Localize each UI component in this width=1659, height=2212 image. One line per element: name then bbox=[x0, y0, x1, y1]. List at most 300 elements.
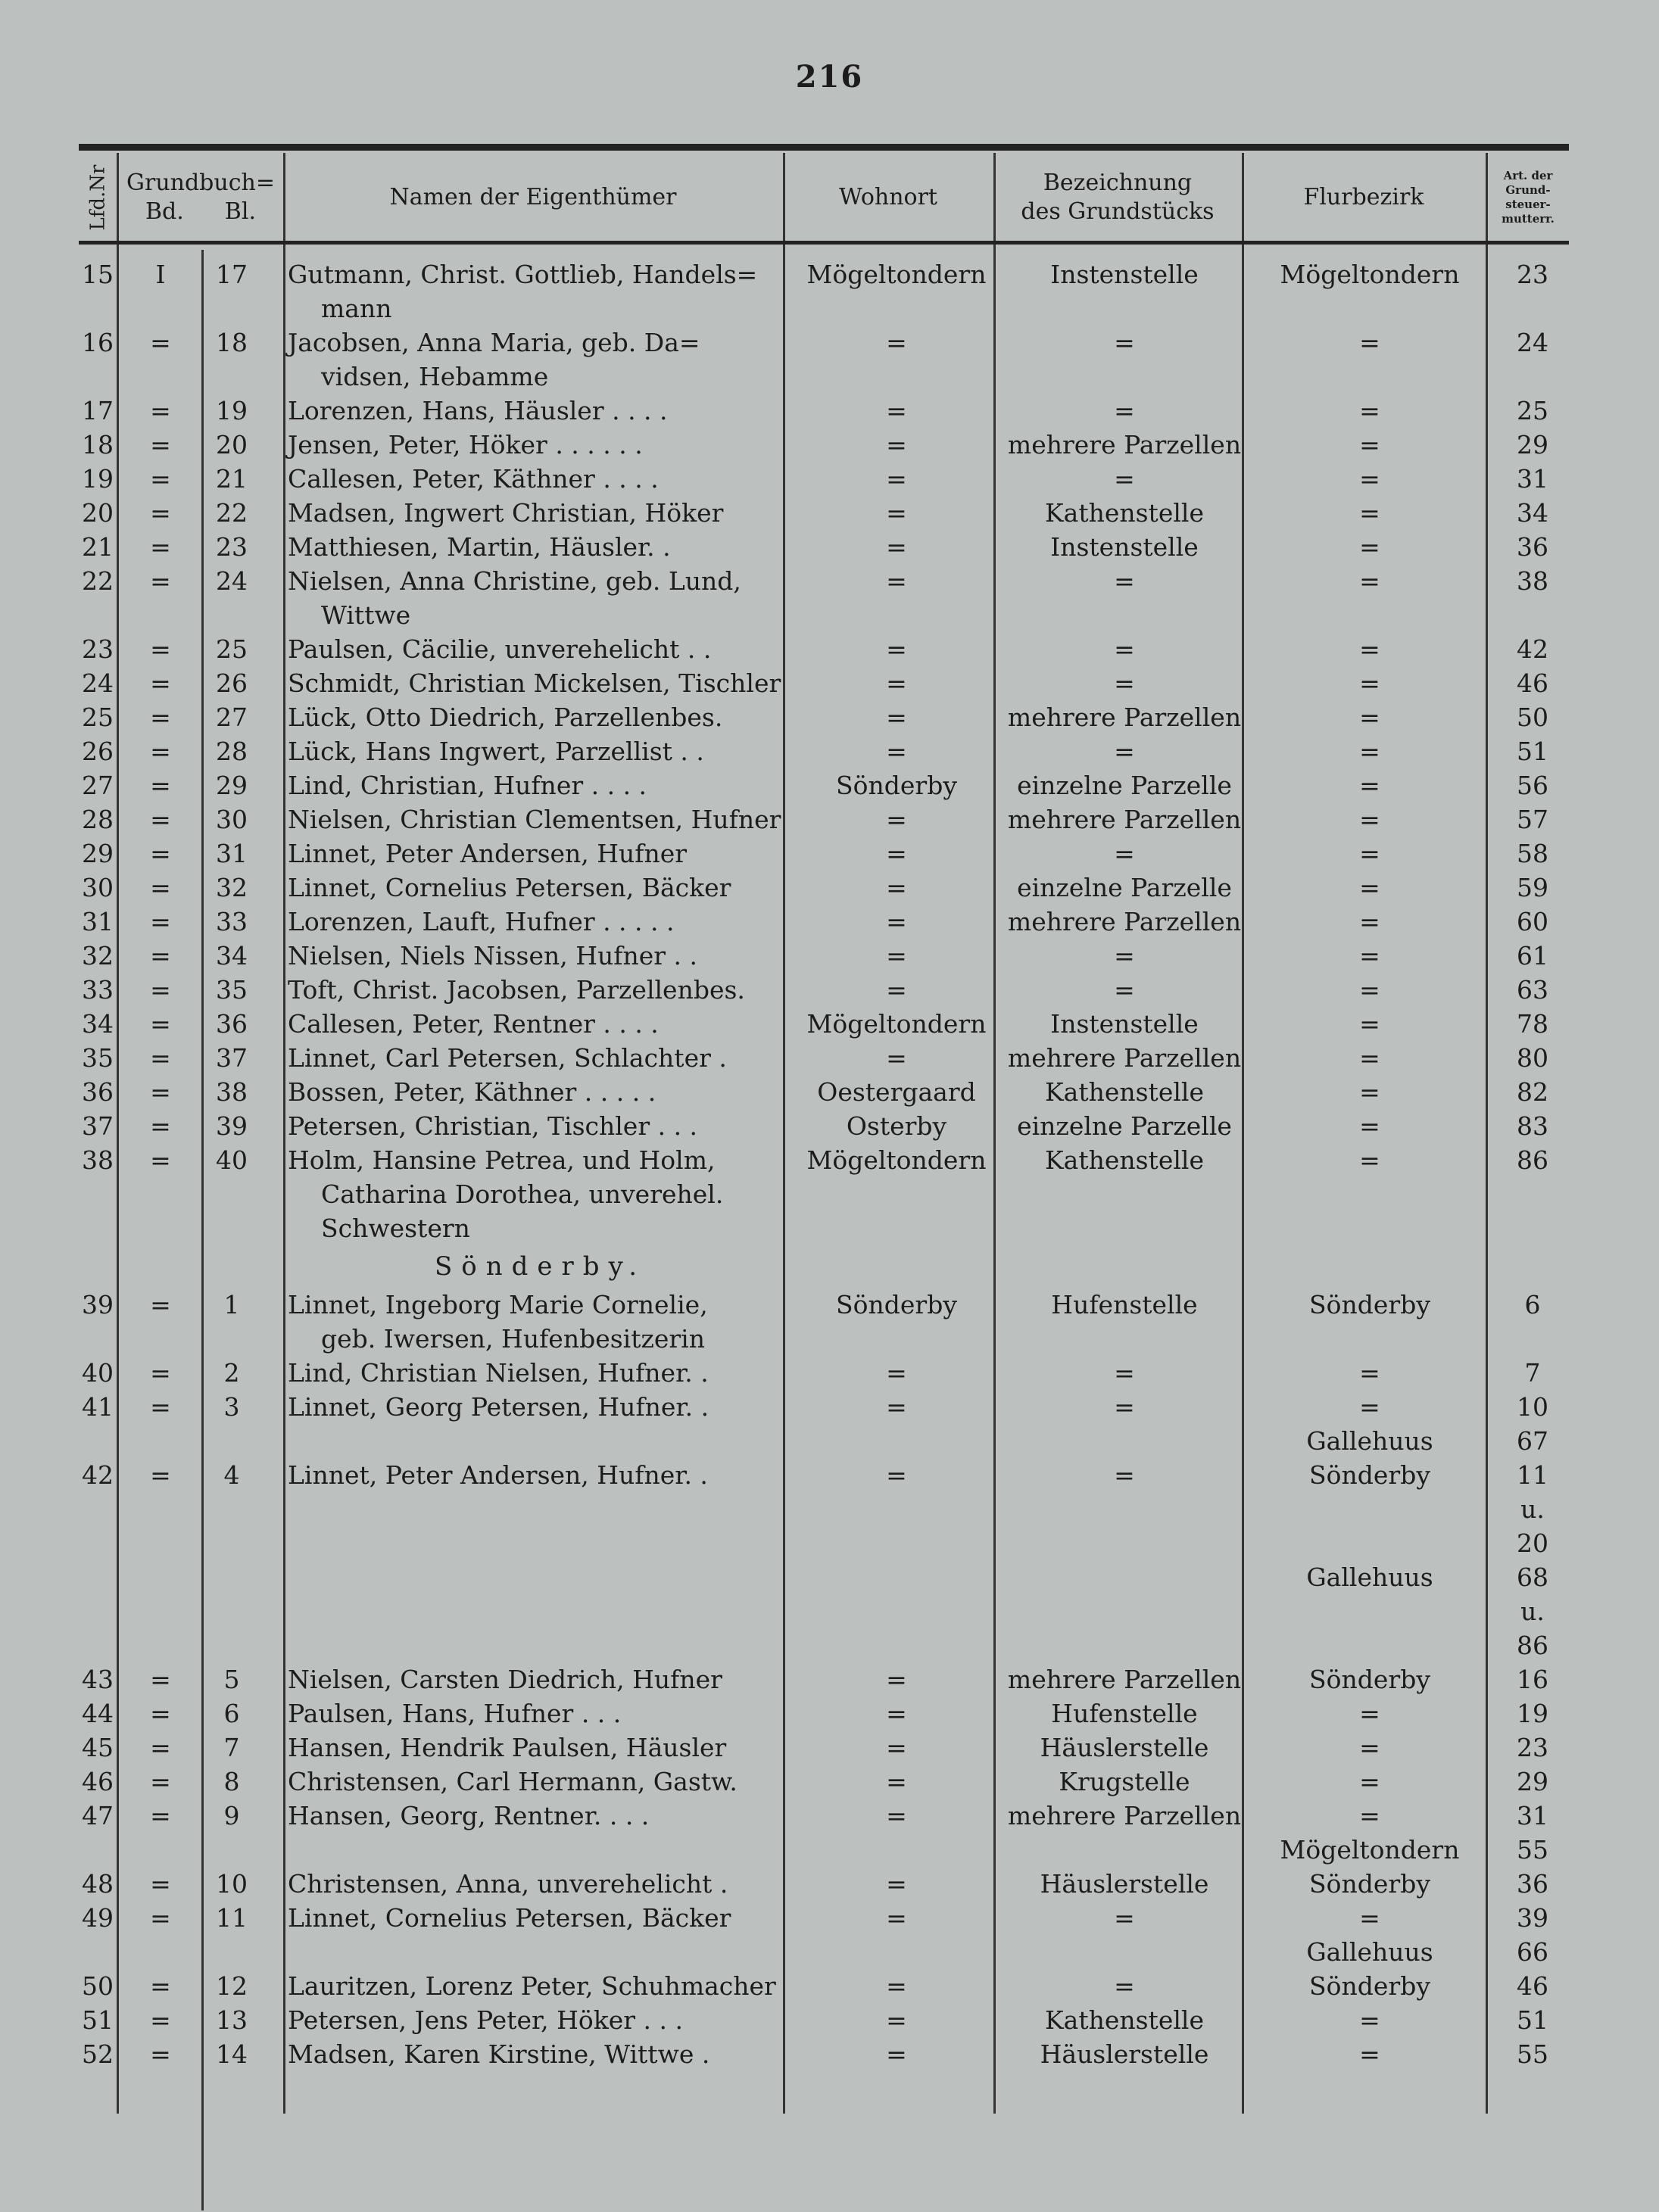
wohnort-value: = bbox=[886, 975, 907, 1005]
flurbezirk-value bbox=[1245, 1662, 1495, 1696]
flurbezirk-line: = bbox=[1359, 1077, 1380, 1107]
entry-number: 34 bbox=[82, 1009, 114, 1039]
header-bezeichnung bbox=[995, 156, 1240, 239]
band-value: = bbox=[150, 1290, 171, 1319]
flurbezirk-value bbox=[1245, 1867, 1495, 1901]
entry-number: 33 bbox=[82, 975, 114, 1005]
bezeichnung-value: = bbox=[1114, 1903, 1135, 1933]
flurbezirk-line: = bbox=[1359, 737, 1380, 766]
flurbezirk-value bbox=[1245, 564, 1495, 598]
table-row bbox=[79, 2003, 1569, 2037]
bezeichnung-value: = bbox=[1114, 1971, 1135, 2001]
owner-name bbox=[288, 734, 863, 768]
artikel-line: 59 bbox=[1517, 873, 1548, 902]
bezeichnung-value: Häuslerstelle bbox=[1040, 1869, 1209, 1899]
artikel-line: 20 bbox=[1517, 1528, 1548, 1558]
artikel-line: 55 bbox=[1517, 1835, 1548, 1865]
rows-soenderby bbox=[79, 1288, 1569, 2071]
artikel-value bbox=[1502, 1075, 1563, 1109]
flurbezirk-value bbox=[1245, 1041, 1495, 1075]
band-value: = bbox=[150, 1460, 171, 1490]
band-value: = bbox=[150, 668, 171, 698]
band-value: = bbox=[150, 703, 171, 732]
artikel-value bbox=[1502, 1458, 1563, 1662]
flurbezirk-line: = bbox=[1359, 1358, 1380, 1388]
header-grundbuch-label: Grundbuch= bbox=[126, 170, 275, 196]
bezeichnung-value: = bbox=[1114, 1358, 1135, 1388]
table-row bbox=[79, 939, 1569, 973]
header-namen: Namen der Eigenthümer bbox=[389, 184, 677, 210]
blatt-value: 24 bbox=[216, 566, 248, 596]
flurbezirk-line: Gallehuus bbox=[1306, 1426, 1433, 1456]
flurbezirk-line: = bbox=[1359, 668, 1380, 698]
blatt-value: 22 bbox=[216, 498, 248, 528]
entry-number: 48 bbox=[82, 1869, 114, 1899]
flurbezirk-line: = bbox=[1359, 498, 1380, 528]
flurbezirk-value bbox=[1245, 939, 1495, 973]
artikel-value bbox=[1502, 973, 1563, 1007]
flurbezirk-value bbox=[1245, 1969, 1495, 2003]
band-value: = bbox=[150, 566, 171, 596]
table-row bbox=[79, 734, 1569, 768]
band-value: = bbox=[150, 1043, 171, 1073]
entry-number: 20 bbox=[82, 498, 114, 528]
artikel-line: 66 bbox=[1517, 1937, 1548, 1967]
artikel-line: 80 bbox=[1517, 1043, 1548, 1073]
owner-name-line: Hansen, Hendrik Paulsen, Häusler bbox=[288, 1733, 727, 1762]
header-wohnort: Wohnort bbox=[839, 184, 937, 210]
flurbezirk-value bbox=[1245, 2003, 1495, 2037]
flurbezirk-line: = bbox=[1359, 2005, 1380, 2035]
entry-number: 50 bbox=[82, 1971, 114, 2001]
flurbezirk-line: = bbox=[1359, 1392, 1380, 1422]
artikel-value bbox=[1502, 1901, 1563, 1969]
owner-name bbox=[288, 1390, 863, 1424]
artikel-line: 16 bbox=[1517, 1665, 1548, 1694]
bezeichnung-value: Kathenstelle bbox=[1045, 2005, 1204, 2035]
blatt-value: 20 bbox=[216, 430, 248, 460]
flurbezirk-line: = bbox=[1359, 1009, 1380, 1039]
blatt-value: 5 bbox=[223, 1665, 240, 1694]
artikel-value bbox=[1502, 1696, 1563, 1731]
owner-name-line: Schwestern bbox=[321, 1213, 470, 1243]
blatt-value: 33 bbox=[216, 907, 248, 936]
owner-name bbox=[288, 700, 863, 734]
entry-number: 21 bbox=[82, 532, 114, 562]
flurbezirk-line: Mögeltondern bbox=[1280, 1835, 1460, 1865]
entry-number: 16 bbox=[82, 328, 114, 357]
owner-name bbox=[288, 394, 863, 428]
flurbezirk-line: Gallehuus bbox=[1306, 1937, 1433, 1967]
owner-name bbox=[288, 2037, 863, 2071]
band-value: = bbox=[150, 1009, 171, 1039]
band-value: = bbox=[150, 1358, 171, 1388]
bezeichnung-value: Kathenstelle bbox=[1045, 1077, 1204, 1107]
flurbezirk-value bbox=[1245, 1075, 1495, 1109]
owner-name-line: Lorenzen, Hans, Häusler . . . . bbox=[288, 396, 668, 425]
table-row bbox=[79, 802, 1569, 837]
wohnort-value: = bbox=[886, 1801, 907, 1830]
wohnort-value: = bbox=[886, 1699, 907, 1728]
header-art-2: Grund- bbox=[1505, 183, 1551, 197]
owner-name-line: Catharina Dorothea, unverehel. bbox=[321, 1179, 724, 1209]
blatt-value: 18 bbox=[216, 328, 248, 357]
bezeichnung-value: = bbox=[1114, 1460, 1135, 1490]
owner-name-line: Gutmann, Christ. Gottlieb, Handels= bbox=[288, 260, 758, 289]
owner-name bbox=[288, 632, 863, 666]
flurbezirk-value bbox=[1245, 496, 1495, 530]
flurbezirk-line: = bbox=[1359, 907, 1380, 936]
blatt-value: 35 bbox=[216, 975, 248, 1005]
flurbezirk-value bbox=[1245, 1731, 1495, 1765]
flurbezirk-line: = bbox=[1359, 2039, 1380, 2069]
owner-name-line: Lind, Christian, Hufner . . . . bbox=[288, 771, 647, 800]
artikel-line: 36 bbox=[1517, 532, 1548, 562]
owner-name bbox=[288, 1075, 863, 1109]
wohnort-value: = bbox=[886, 941, 907, 970]
owner-name bbox=[288, 666, 863, 700]
wohnort-value: = bbox=[886, 2039, 907, 2069]
band-value: = bbox=[150, 737, 171, 766]
owner-name bbox=[288, 1867, 863, 1901]
bezeichnung-value: mehrere Parzellen bbox=[1007, 805, 1242, 834]
artikel-value bbox=[1502, 2003, 1563, 2037]
table-row bbox=[79, 1288, 1569, 1356]
band-value: = bbox=[150, 1869, 171, 1899]
flurbezirk-value bbox=[1245, 1696, 1495, 1731]
flurbezirk-value bbox=[1245, 1356, 1495, 1390]
owner-name bbox=[288, 768, 863, 802]
table-row bbox=[79, 1356, 1569, 1390]
owner-name-line: Jacobsen, Anna Maria, geb. Da= bbox=[288, 328, 700, 357]
artikel-line: 78 bbox=[1517, 1009, 1548, 1039]
artikel-value bbox=[1502, 1288, 1563, 1322]
wohnort-value: = bbox=[886, 1971, 907, 2001]
artikel-value bbox=[1502, 666, 1563, 700]
bezeichnung-value: = bbox=[1114, 566, 1135, 596]
flurbezirk-line: = bbox=[1359, 771, 1380, 800]
artikel-value bbox=[1502, 837, 1563, 871]
artikel-line: 68 bbox=[1517, 1562, 1548, 1592]
blatt-value: 28 bbox=[216, 737, 248, 766]
bezeichnung-value: = bbox=[1114, 328, 1135, 357]
artikel-line: 83 bbox=[1517, 1111, 1548, 1141]
bezeichnung-value: einzelne Parzelle bbox=[1017, 771, 1232, 800]
table-row bbox=[79, 905, 1569, 939]
artikel-value bbox=[1502, 564, 1563, 598]
header-nr: Lfd.Nr bbox=[86, 164, 110, 231]
table-row bbox=[79, 2037, 1569, 2071]
header-art-4: mutterr. bbox=[1502, 212, 1555, 226]
wohnort-value: = bbox=[886, 805, 907, 834]
owner-name bbox=[288, 1765, 863, 1799]
flurbezirk-value bbox=[1245, 1390, 1495, 1458]
band-value: = bbox=[150, 1392, 171, 1422]
artikel-line: 11 bbox=[1517, 1460, 1548, 1490]
blatt-value: 19 bbox=[216, 396, 248, 425]
table-row bbox=[79, 1007, 1569, 1041]
owner-name-line: Schmidt, Christian Mickelsen, Tischler bbox=[288, 668, 781, 698]
entry-number: 38 bbox=[82, 1145, 114, 1175]
flurbezirk-value bbox=[1245, 1765, 1495, 1799]
blatt-value: 30 bbox=[216, 805, 248, 834]
owner-name-line: Paulsen, Hans, Hufner . . . bbox=[288, 1699, 622, 1728]
artikel-line: 46 bbox=[1517, 1971, 1548, 2001]
blatt-value: 14 bbox=[216, 2039, 248, 2069]
owner-name bbox=[288, 1143, 863, 1245]
entry-number: 27 bbox=[82, 771, 114, 800]
flurbezirk-value bbox=[1245, 802, 1495, 837]
band-value: = bbox=[150, 873, 171, 902]
blatt-value: 8 bbox=[223, 1767, 240, 1796]
table-body bbox=[79, 257, 1569, 2071]
band-value: = bbox=[150, 1665, 171, 1694]
entry-number: 23 bbox=[82, 634, 114, 664]
artikel-line: 51 bbox=[1517, 737, 1548, 766]
owner-name bbox=[288, 1356, 863, 1390]
artikel-line: 56 bbox=[1517, 771, 1548, 800]
owner-name bbox=[288, 973, 863, 1007]
artikel-line: 6 bbox=[1524, 1290, 1541, 1319]
flurbezirk-value bbox=[1245, 2037, 1495, 2071]
table-row bbox=[79, 428, 1569, 462]
wohnort-value: Mögeltondern bbox=[806, 1009, 987, 1039]
owner-name-line: Linnet, Cornelius Petersen, Bäcker bbox=[288, 873, 731, 902]
owner-name-line: Callesen, Peter, Rentner . . . . bbox=[288, 1009, 659, 1039]
owner-name bbox=[288, 496, 863, 530]
owner-name bbox=[288, 1731, 863, 1765]
table-row bbox=[79, 1799, 1569, 1867]
artikel-line: 46 bbox=[1517, 668, 1548, 698]
entry-number: 24 bbox=[82, 668, 114, 698]
register-table bbox=[79, 144, 1572, 2127]
owner-name-line: Madsen, Karen Kirstine, Wittwe . bbox=[288, 2039, 710, 2069]
blatt-value: 38 bbox=[216, 1077, 248, 1107]
entry-number: 30 bbox=[82, 873, 114, 902]
owner-name-line: Paulsen, Cäcilie, unverehelicht . . bbox=[288, 634, 712, 664]
flurbezirk-value bbox=[1245, 428, 1495, 462]
artikel-line: u. bbox=[1520, 1494, 1545, 1524]
entry-number: 46 bbox=[82, 1767, 114, 1796]
table-row bbox=[79, 1143, 1569, 1245]
band-value: = bbox=[150, 1077, 171, 1107]
owner-name bbox=[288, 530, 863, 564]
flurbezirk-line: = bbox=[1359, 975, 1380, 1005]
artikel-line: 58 bbox=[1517, 839, 1548, 868]
blatt-value: 1 bbox=[223, 1290, 240, 1319]
artikel-line: 82 bbox=[1517, 1077, 1548, 1107]
band-value: = bbox=[150, 1111, 171, 1141]
blatt-value: 11 bbox=[216, 1903, 248, 1933]
owner-name bbox=[288, 1041, 863, 1075]
owner-name-line: Lind, Christian Nielsen, Hufner. . bbox=[288, 1358, 709, 1388]
artikel-value bbox=[1502, 394, 1563, 428]
table-row bbox=[79, 1109, 1569, 1143]
bezeichnung-value: Instenstelle bbox=[1050, 260, 1199, 289]
wohnort-value: = bbox=[886, 328, 907, 357]
bezeichnung-value: Kathenstelle bbox=[1045, 498, 1204, 528]
artikel-line: 24 bbox=[1517, 328, 1548, 357]
owner-name bbox=[288, 871, 863, 905]
wohnort-value: = bbox=[886, 396, 907, 425]
wohnort-value: = bbox=[886, 1733, 907, 1762]
blatt-value: 37 bbox=[216, 1043, 248, 1073]
header-flurbezirk: Flurbezirk bbox=[1303, 184, 1424, 210]
table-row bbox=[79, 1901, 1569, 1969]
flurbezirk-value bbox=[1245, 530, 1495, 564]
artikel-value bbox=[1502, 1143, 1563, 1177]
owner-name-line: Nielsen, Niels Nissen, Hufner . . bbox=[288, 941, 697, 970]
owner-name-line: Petersen, Jens Peter, Höker . . . bbox=[288, 2005, 684, 2035]
bezeichnung-value: = bbox=[1114, 634, 1135, 664]
blatt-value: 13 bbox=[216, 2005, 248, 2035]
artikel-line: 42 bbox=[1517, 634, 1548, 664]
artikel-line: 7 bbox=[1524, 1358, 1541, 1388]
table-row bbox=[79, 632, 1569, 666]
flurbezirk-value bbox=[1245, 394, 1495, 428]
band-value: = bbox=[150, 771, 171, 800]
artikel-value bbox=[1502, 1041, 1563, 1075]
header-grundbuch bbox=[120, 156, 282, 239]
flurbezirk-line: = bbox=[1359, 839, 1380, 868]
flurbezirk-value bbox=[1245, 871, 1495, 905]
section-title: Sönderby. bbox=[435, 1251, 647, 1282]
wohnort-value: = bbox=[886, 430, 907, 460]
bezeichnung-value: Hufenstelle bbox=[1051, 1290, 1198, 1319]
header-bl: Bl. bbox=[224, 198, 256, 225]
owner-name-line: Toft, Christ. Jacobsen, Parzellenbes. bbox=[288, 975, 745, 1005]
blatt-value: 2 bbox=[223, 1358, 240, 1388]
band-value: = bbox=[150, 498, 171, 528]
owner-name bbox=[288, 1662, 863, 1696]
bezeichnung-value: einzelne Parzelle bbox=[1017, 1111, 1232, 1141]
blatt-value: 3 bbox=[223, 1392, 240, 1422]
owner-name bbox=[288, 428, 863, 462]
flurbezirk-line: = bbox=[1359, 1699, 1380, 1728]
owner-name bbox=[288, 564, 863, 632]
flurbezirk-line: Sönderby bbox=[1309, 1665, 1430, 1694]
wohnort-value: = bbox=[886, 1392, 907, 1422]
artikel-value bbox=[1502, 1109, 1563, 1143]
entry-number: 22 bbox=[82, 566, 114, 596]
band-value: = bbox=[150, 1903, 171, 1933]
bezeichnung-value: Instenstelle bbox=[1050, 532, 1199, 562]
blatt-value: 31 bbox=[216, 839, 248, 868]
bezeichnung-value: Häuslerstelle bbox=[1040, 1733, 1209, 1762]
header-bd: Bd. bbox=[145, 198, 184, 225]
artikel-line: 86 bbox=[1517, 1145, 1548, 1175]
bezeichnung-value: einzelne Parzelle bbox=[1017, 873, 1232, 902]
blatt-value: 40 bbox=[216, 1145, 248, 1175]
table-row bbox=[79, 1390, 1569, 1458]
entry-number: 18 bbox=[82, 430, 114, 460]
table-row bbox=[79, 666, 1569, 700]
flurbezirk-line: = bbox=[1359, 1111, 1380, 1141]
flurbezirk-value bbox=[1245, 837, 1495, 871]
entry-number: 44 bbox=[82, 1699, 114, 1728]
header-art-3: steuer- bbox=[1505, 198, 1551, 211]
blatt-value: 34 bbox=[216, 941, 248, 970]
band-value: = bbox=[150, 2005, 171, 2035]
flurbezirk-line bbox=[1245, 1526, 1495, 1560]
owner-name bbox=[288, 462, 863, 496]
artikel-line: 29 bbox=[1517, 1767, 1548, 1796]
artikel-line: 10 bbox=[1517, 1392, 1548, 1422]
entry-number: 17 bbox=[82, 396, 114, 425]
flurbezirk-value bbox=[1245, 326, 1495, 360]
artikel-value bbox=[1502, 1356, 1563, 1390]
band-value: = bbox=[150, 975, 171, 1005]
flurbezirk-line: = bbox=[1359, 464, 1380, 494]
flurbezirk-line: = bbox=[1359, 532, 1380, 562]
bezeichnung-value: = bbox=[1114, 975, 1135, 1005]
table-row bbox=[79, 257, 1569, 326]
entry-number: 43 bbox=[82, 1665, 114, 1694]
header-rule bbox=[79, 241, 1569, 245]
owner-name-line: Madsen, Ingwert Christian, Höker bbox=[288, 498, 724, 528]
wohnort-value: = bbox=[886, 1869, 907, 1899]
bezeichnung-value: mehrere Parzellen bbox=[1007, 907, 1242, 936]
rows-moegeltondern bbox=[79, 257, 1569, 1245]
owner-name bbox=[288, 1799, 863, 1833]
wohnort-value: = bbox=[886, 532, 907, 562]
band-value: = bbox=[150, 805, 171, 834]
artikel-line: 34 bbox=[1517, 498, 1548, 528]
artikel-value bbox=[1502, 1007, 1563, 1041]
flurbezirk-value bbox=[1245, 666, 1495, 700]
wohnort-value: Mögeltondern bbox=[806, 260, 987, 289]
artikel-value bbox=[1502, 1731, 1563, 1765]
wohnort-value: = bbox=[886, 873, 907, 902]
blatt-value: 32 bbox=[216, 873, 248, 902]
artikel-value bbox=[1502, 1765, 1563, 1799]
flurbezirk-value bbox=[1245, 1799, 1495, 1867]
flurbezirk-value bbox=[1245, 768, 1495, 802]
flurbezirk-value bbox=[1245, 905, 1495, 939]
artikel-line: 31 bbox=[1517, 464, 1548, 494]
flurbezirk-line: Sönderby bbox=[1309, 1460, 1430, 1490]
blatt-value: 17 bbox=[216, 260, 248, 289]
entry-number: 49 bbox=[82, 1903, 114, 1933]
table-row bbox=[79, 1867, 1569, 1901]
flurbezirk-line: = bbox=[1359, 396, 1380, 425]
flurbezirk-line: = bbox=[1359, 1043, 1380, 1073]
band-value: = bbox=[150, 1801, 171, 1830]
artikel-line: 86 bbox=[1517, 1631, 1548, 1660]
owner-name-line: Lück, Hans Ingwert, Parzellist . . bbox=[288, 737, 704, 766]
band-value: = bbox=[150, 430, 171, 460]
band-value: = bbox=[150, 907, 171, 936]
entry-number: 42 bbox=[82, 1460, 114, 1490]
bezeichnung-value: Hufenstelle bbox=[1051, 1699, 1198, 1728]
entry-number: 28 bbox=[82, 805, 114, 834]
wohnort-value: = bbox=[886, 1358, 907, 1388]
table-row bbox=[79, 1765, 1569, 1799]
wohnort-value: = bbox=[886, 668, 907, 698]
artikel-line: 19 bbox=[1517, 1699, 1548, 1728]
band-value: I bbox=[155, 260, 166, 289]
flurbezirk-line: Gallehuus bbox=[1306, 1562, 1433, 1592]
entry-number: 26 bbox=[82, 737, 114, 766]
artikel-line: 60 bbox=[1517, 907, 1548, 936]
entry-number: 31 bbox=[82, 907, 114, 936]
flurbezirk-value bbox=[1245, 257, 1495, 291]
blatt-value: 36 bbox=[216, 1009, 248, 1039]
flurbezirk-value bbox=[1245, 1143, 1495, 1177]
flurbezirk-value bbox=[1245, 973, 1495, 1007]
flurbezirk-line: Sönderby bbox=[1309, 1290, 1430, 1319]
owner-name bbox=[288, 837, 863, 871]
